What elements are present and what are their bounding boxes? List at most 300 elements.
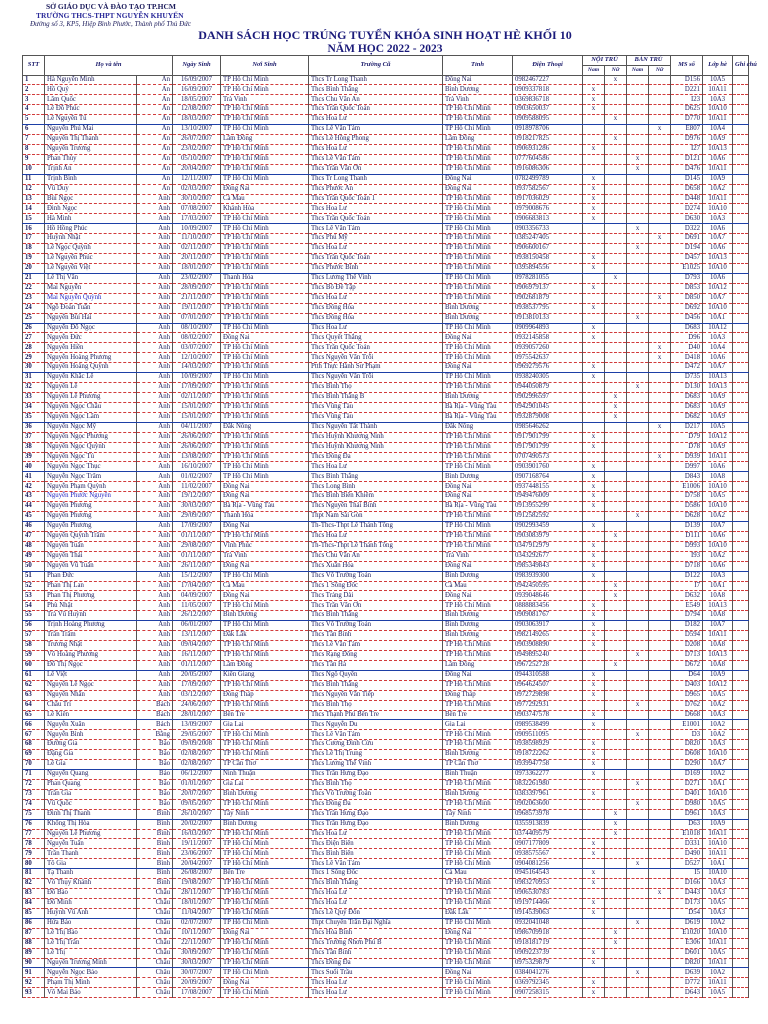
row-phone: 0969279576	[513, 363, 583, 373]
row-pob: TP Hồ Chí Minh	[221, 323, 309, 333]
row-stt: 50	[23, 561, 45, 571]
row-dob: 05/10/2007	[173, 154, 221, 164]
row-phone: 0982149265	[513, 631, 583, 641]
row-noitru-nam: x	[583, 750, 605, 760]
row-phone: 0967252728	[513, 660, 583, 670]
table-row	[23, 740, 749, 750]
row-given-name: Anh	[137, 541, 173, 551]
row-phone: 0904081256	[513, 859, 583, 869]
row-lop: 10A10	[703, 928, 733, 938]
row-noitru-nam	[583, 581, 605, 591]
row-province: Bình Dương	[443, 472, 513, 482]
row-note	[733, 770, 749, 780]
row-given-name: An	[137, 75, 173, 85]
row-noitru-nu	[605, 730, 627, 740]
row-note	[733, 174, 749, 184]
row-phone: 0909511095	[513, 730, 583, 740]
row-noitru-nam: x	[583, 571, 605, 581]
row-pob: TP Hồ Chí Minh	[221, 849, 309, 859]
row-school: Thcs Hoa Lư	[309, 462, 443, 472]
row-given-name: Anh	[137, 502, 173, 512]
table-row	[23, 829, 749, 839]
row-stt: 34	[23, 402, 45, 412]
row-note	[733, 631, 749, 641]
row-ms: D401	[671, 789, 703, 799]
row-province: TP Hồ Chí Minh	[443, 383, 513, 393]
row-province: TP Hồ Chí Minh	[443, 442, 513, 452]
row-phone: 0918181719	[513, 938, 583, 948]
row-lop: 10A13	[703, 144, 733, 154]
row-dob: 30/10/2007	[173, 194, 221, 204]
row-province: TP Hồ Chí Minh	[443, 164, 513, 174]
row-bantru-nam	[627, 571, 649, 581]
row-dob: 29/05/2007	[173, 730, 221, 740]
row-bantru-nam	[627, 363, 649, 373]
row-noitru-nam: x	[583, 849, 605, 859]
row-lop: 10A10	[703, 105, 733, 115]
row-note	[733, 601, 749, 611]
row-school: Thcs Bình Thắng	[309, 680, 443, 690]
row-stt: 55	[23, 611, 45, 621]
row-noitru-nu	[605, 849, 627, 859]
row-given-name: Anh	[137, 482, 173, 492]
row-note	[733, 234, 749, 244]
row-school: Thcs Nguyễn Văn Trỗi	[309, 373, 443, 383]
row-bantru-nu	[649, 283, 671, 293]
row-surname: Lê Thị Trân	[45, 938, 137, 948]
row-surname: Trà Vũ Huỳnh	[45, 611, 137, 621]
row-note	[733, 204, 749, 214]
row-given-name: Châu	[137, 988, 173, 998]
row-phone: 0918978706	[513, 125, 583, 135]
row-bantru-nu	[649, 75, 671, 85]
row-phone: 0909081767	[513, 611, 583, 621]
row-phone: 0979008676	[513, 204, 583, 214]
row-noitru-nam: x	[583, 95, 605, 105]
row-ms: D735	[671, 373, 703, 383]
row-dob: 11/04/2007	[173, 908, 221, 918]
row-noitru-nu	[605, 720, 627, 730]
row-pob: TP Hồ Chí Minh	[221, 214, 309, 224]
row-pob: Gia Lai	[221, 720, 309, 730]
row-surname: Trịnh Hoàng Phương	[45, 621, 137, 631]
row-noitru-nu	[605, 859, 627, 869]
row-province: TP Hồ Chí Minh	[443, 115, 513, 125]
row-school: Thpt Nam Sài Gòn	[309, 512, 443, 522]
row-surname: Nguyễn Tuấn	[45, 839, 137, 849]
row-school: Thcs Trần Hưng Đạo	[309, 770, 443, 780]
row-stt: 21	[23, 273, 45, 283]
row-note	[733, 135, 749, 145]
row-bantru-nam	[627, 660, 649, 670]
row-noitru-nam	[583, 968, 605, 978]
row-stt: 16	[23, 224, 45, 234]
table-row	[23, 948, 749, 958]
row-lop: 10A10	[703, 303, 733, 313]
row-province: TP Hồ Chí Minh	[443, 512, 513, 522]
row-given-name: Châu	[137, 928, 173, 938]
row-pob: Đắk Nông	[221, 422, 309, 432]
row-dob: 30/03/2007	[173, 958, 221, 968]
row-note	[733, 760, 749, 770]
row-bantru-nam	[627, 234, 649, 244]
row-note	[733, 581, 749, 591]
row-bantru-nu	[649, 601, 671, 611]
row-school: Thcs Trần Quốc Toản	[309, 254, 443, 264]
row-noitru-nu	[605, 760, 627, 770]
row-phone: 0937448155	[513, 482, 583, 492]
row-given-name: Anh	[137, 660, 173, 670]
row-pob: Đồng Nai	[221, 482, 309, 492]
table-row	[23, 293, 749, 303]
row-bantru-nam	[627, 283, 649, 293]
row-surname: Lê Ngọc Quỳnh	[45, 244, 137, 254]
row-dob: 12/11/2007	[173, 174, 221, 184]
row-stt: 69	[23, 750, 45, 760]
row-note	[733, 502, 749, 512]
row-bantru-nu	[649, 244, 671, 254]
row-bantru-nu: x	[649, 889, 671, 899]
row-school: Thcs Bồ Đề Tập	[309, 283, 443, 293]
row-school: Thcs Đông Hòa	[309, 313, 443, 323]
row-lop: 10A5	[703, 690, 733, 700]
row-phone: 0909337818	[513, 85, 583, 95]
row-noitru-nam: x	[583, 541, 605, 551]
row-ms: D630	[671, 214, 703, 224]
row-noitru-nu	[605, 521, 627, 531]
row-pob: TP Hồ Chí Minh	[221, 75, 309, 85]
row-surname: Huỳnh Vũ Anh	[45, 908, 137, 918]
row-given-name: An	[137, 105, 173, 115]
row-ms: D122	[671, 571, 703, 581]
row-surname: Nguyễn Hoàng Quỳnh	[45, 363, 137, 373]
row-noitru-nu	[605, 621, 627, 631]
table-row	[23, 561, 749, 571]
row-province: TP Hồ Chí Minh	[443, 452, 513, 462]
row-bantru-nam	[627, 174, 649, 184]
row-stt: 63	[23, 690, 45, 700]
row-stt: 76	[23, 819, 45, 829]
row-noitru-nu	[605, 710, 627, 720]
row-school: Thcs Rạng Đông	[309, 650, 443, 660]
row-note	[733, 482, 749, 492]
row-note	[733, 214, 749, 224]
row-noitru-nam: x	[583, 194, 605, 204]
row-stt: 71	[23, 770, 45, 780]
row-province: TP Hồ Chí Minh	[443, 958, 513, 968]
row-noitru-nam	[583, 422, 605, 432]
row-school: Thcs Bình Thọ	[309, 383, 443, 393]
row-bantru-nam	[627, 462, 649, 472]
row-school: Thcs Bình Thọ	[309, 700, 443, 710]
table-row	[23, 512, 749, 522]
row-note	[733, 442, 749, 452]
row-note	[733, 313, 749, 323]
table-row	[23, 442, 749, 452]
row-ms: D683	[671, 323, 703, 333]
row-noitru-nam	[583, 512, 605, 522]
row-ms: D166	[671, 879, 703, 889]
row-school: Thcs Trần Văn Ơn	[309, 601, 443, 611]
row-noitru-nam	[583, 393, 605, 403]
table-row	[23, 988, 749, 998]
row-noitru-nam: x	[583, 174, 605, 184]
row-bantru-nam: x	[627, 164, 649, 174]
row-bantru-nu	[649, 264, 671, 274]
row-note	[733, 750, 749, 760]
row-pob: Đồng Tháp	[221, 690, 309, 700]
row-noitru-nu: x	[605, 581, 627, 591]
row-ms: D939	[671, 452, 703, 462]
row-school: Thcs Lê Văn Tám	[309, 224, 443, 234]
row-given-name: Anh	[137, 422, 173, 432]
row-bantru-nam	[627, 670, 649, 680]
row-bantru-nu	[649, 373, 671, 383]
row-school: Thcs Hoa Lư	[309, 829, 443, 839]
row-given-name: Bình	[137, 809, 173, 819]
row-province: TP Hồ Chí Minh	[443, 948, 513, 958]
row-school: Thcs Huỳnh Khương Ninh	[309, 432, 443, 442]
row-surname: Lê Đỗ Phúc	[45, 105, 137, 115]
row-ms: D217	[671, 422, 703, 432]
row-school: Thcs Trảng Dài	[309, 591, 443, 601]
row-ms: D290	[671, 760, 703, 770]
table-row	[23, 908, 749, 918]
row-bantru-nam: x	[627, 779, 649, 789]
row-dob: 22/11/2007	[173, 938, 221, 948]
row-surname: Trương Nhật	[45, 641, 137, 651]
row-given-name: Bình	[137, 829, 173, 839]
row-noitru-nu	[605, 343, 627, 353]
row-ms: D145	[671, 174, 703, 184]
row-given-name: Anh	[137, 601, 173, 611]
row-bantru-nam: x	[627, 700, 649, 710]
row-lop: 10A1	[703, 779, 733, 789]
table-row	[23, 194, 749, 204]
row-school: Thcs Đông Đa	[309, 452, 443, 462]
row-dob: 29/09/2007	[173, 512, 221, 522]
row-noitru-nu	[605, 869, 627, 879]
row-noitru-nam	[583, 313, 605, 323]
row-surname: Nguyễn Ngọc Thục	[45, 462, 137, 472]
row-noitru-nu: x	[605, 402, 627, 412]
row-school: Thcs Hòa Bình	[309, 928, 443, 938]
row-surname: Đặng Gia	[45, 750, 137, 760]
row-pob: Bến Tre	[221, 869, 309, 879]
row-surname: Trần Gia	[45, 789, 137, 799]
row-bantru-nam	[627, 908, 649, 918]
row-noitru-nam: x	[583, 988, 605, 998]
row-surname: Nguyễn Trương	[45, 144, 137, 154]
row-ms: D993	[671, 541, 703, 551]
row-dob: 08/10/2007	[173, 323, 221, 333]
row-stt: 27	[23, 333, 45, 343]
row-phone: 0939057260	[513, 343, 583, 353]
row-dob: 01/02/2007	[173, 472, 221, 482]
row-pob: Tây Ninh	[221, 809, 309, 819]
row-ms: D658	[671, 184, 703, 194]
row-lop: 10A4	[703, 125, 733, 135]
row-note	[733, 95, 749, 105]
row-noitru-nu	[605, 363, 627, 373]
table-row	[23, 273, 749, 283]
row-dob: 16/03/2007	[173, 829, 221, 839]
row-note	[733, 730, 749, 740]
row-province: Bình Dương	[443, 819, 513, 829]
row-bantru-nu	[649, 730, 671, 740]
row-bantru-nu: x	[649, 293, 671, 303]
row-bantru-nu	[649, 908, 671, 918]
row-noitru-nu: x	[605, 115, 627, 125]
row-noitru-nam	[583, 591, 605, 601]
row-noitru-nam	[583, 829, 605, 839]
row-noitru-nam	[583, 700, 605, 710]
table-row	[23, 631, 749, 641]
col-stt: STT	[23, 56, 45, 76]
row-given-name: Châu	[137, 889, 173, 899]
row-stt: 23	[23, 293, 45, 303]
row-pob: Bình Dương	[221, 789, 309, 799]
row-school: Thcs Trần Quốc Toản	[309, 343, 443, 353]
col-phone: Điện Thoại	[513, 56, 583, 76]
row-stt: 5	[23, 115, 45, 125]
table-row	[23, 422, 749, 432]
row-dob: 02/08/2007	[173, 750, 221, 760]
table-row	[23, 700, 749, 710]
table-row	[23, 264, 749, 274]
row-pob: TP Hồ Chí Minh	[221, 313, 309, 323]
row-bantru-nam	[627, 323, 649, 333]
row-pob: Bến Tre	[221, 710, 309, 720]
row-province: Đồng Nai	[443, 363, 513, 373]
row-noitru-nam	[583, 353, 605, 363]
table-row	[23, 135, 749, 145]
row-school: Thcs Thạnh Phú Bến Tre	[309, 710, 443, 720]
row-noitru-nu	[605, 174, 627, 184]
row-note	[733, 889, 749, 899]
row-surname: Nguyễn Đỗ Ngọc	[45, 323, 137, 333]
row-province: Đồng Nai	[443, 492, 513, 502]
row-stt: 18	[23, 244, 45, 254]
org-header	[30, 2, 191, 29]
row-phone: 0903650037	[513, 105, 583, 115]
row-given-name: Anh	[137, 323, 173, 333]
row-school: Thcs Điện Biên	[309, 839, 443, 849]
row-stt: 93	[23, 988, 45, 998]
row-noitru-nam	[583, 779, 605, 789]
row-phone: 0945164543	[513, 869, 583, 879]
table-row	[23, 154, 749, 164]
row-given-name: Anh	[137, 373, 173, 383]
row-given-name: An	[137, 184, 173, 194]
row-noitru-nu: x	[605, 273, 627, 283]
row-bantru-nu	[649, 750, 671, 760]
row-surname: Châu Trí	[45, 700, 137, 710]
table-row	[23, 621, 749, 631]
row-bantru-nam	[627, 432, 649, 442]
row-noitru-nam	[583, 650, 605, 660]
row-pob: TP Hồ Chí Minh	[221, 432, 309, 442]
row-noitru-nu	[605, 164, 627, 174]
row-noitru-nam: x	[583, 948, 605, 958]
row-bantru-nu	[649, 154, 671, 164]
col-pob: Nơi Sinh	[221, 56, 309, 76]
row-bantru-nam	[627, 541, 649, 551]
row-stt: 49	[23, 551, 45, 561]
row-dob: 01/11/2007	[173, 551, 221, 561]
row-noitru-nu	[605, 422, 627, 432]
row-school: Thcs Lê Văn Tám	[309, 125, 443, 135]
row-noitru-nam: x	[583, 551, 605, 561]
row-noitru-nam: x	[583, 770, 605, 780]
row-ms: E1001	[671, 720, 703, 730]
row-surname: Lê Thị Bảo	[45, 928, 137, 938]
row-province: Bến Tre	[443, 710, 513, 720]
row-bantru-nam	[627, 740, 649, 750]
row-school: Thcs Bình Thắng	[309, 85, 443, 95]
row-ms: D457	[671, 254, 703, 264]
row-school: Thcs Hoa Lư	[309, 293, 443, 303]
row-province: Bình Dương	[443, 313, 513, 323]
row-noitru-nu: x	[605, 938, 627, 948]
row-bantru-nu	[649, 849, 671, 859]
row-given-name: Anh	[137, 313, 173, 323]
row-phone: 0369836718	[513, 95, 583, 105]
row-province: TP Hồ Chí Minh	[443, 214, 513, 224]
row-dob: 26/08/2007	[173, 869, 221, 879]
row-lop: 10A13	[703, 650, 733, 660]
row-phone: 0906530783	[513, 889, 583, 899]
row-ms: I5	[671, 869, 703, 879]
row-bantru-nu	[649, 442, 671, 452]
row-phone: 0949895240	[513, 650, 583, 660]
row-ms: D476	[671, 164, 703, 174]
row-bantru-nam	[627, 581, 649, 591]
row-surname: Trịnh An	[45, 164, 137, 174]
row-noitru-nam	[583, 273, 605, 283]
row-school: Thcs Suối Trầu	[309, 968, 443, 978]
row-bantru-nu	[649, 839, 671, 849]
row-school: Thcs Chu Văn An	[309, 551, 443, 561]
row-given-name: Anh	[137, 383, 173, 393]
row-stt: 82	[23, 879, 45, 889]
row-dob: 11/10/2007	[173, 234, 221, 244]
table-row	[23, 184, 749, 194]
row-bantru-nu	[649, 641, 671, 651]
row-noitru-nu	[605, 958, 627, 968]
row-dob: 04/11/2007	[173, 422, 221, 432]
row-note	[733, 641, 749, 651]
row-bantru-nam	[627, 988, 649, 998]
row-stt: 74	[23, 799, 45, 809]
row-school: Thcs Hoa Lư	[309, 144, 443, 154]
row-ms: D843	[671, 472, 703, 482]
row-ms: E1020	[671, 928, 703, 938]
row-school: Thcs Xuân Hòa	[309, 561, 443, 571]
row-stt: 20	[23, 264, 45, 274]
row-stt: 4	[23, 105, 45, 115]
row-pob: TP Hồ Chí Minh	[221, 452, 309, 462]
row-province: TP Hồ Chí Minh	[443, 293, 513, 303]
row-bantru-nu	[649, 135, 671, 145]
row-stt: 43	[23, 492, 45, 502]
row-lop: 10A11	[703, 194, 733, 204]
row-school: Thpt Chuyên Trần Đại Nghĩa	[309, 918, 443, 928]
row-pob: Ninh Thuận	[221, 770, 309, 780]
row-bantru-nu	[649, 879, 671, 889]
row-noitru-nam: x	[583, 85, 605, 95]
row-phone: 0906979137	[513, 283, 583, 293]
